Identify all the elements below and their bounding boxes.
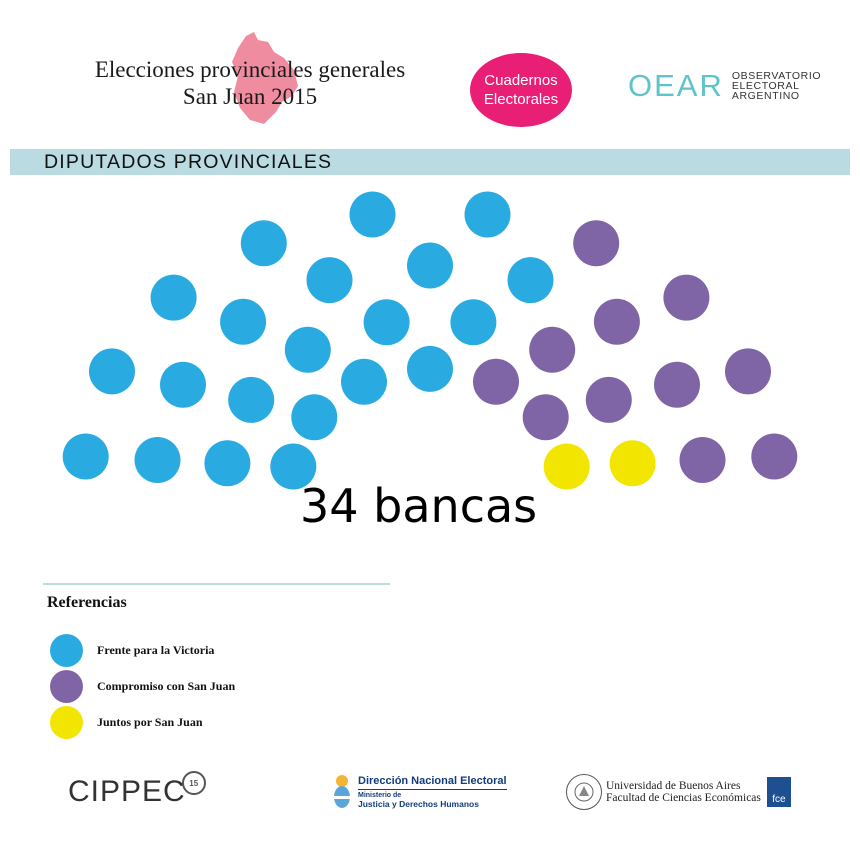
oear-line-2: ELECTORAL: [731, 80, 800, 92]
seat-dot: [610, 440, 656, 486]
seat-dot: [508, 257, 554, 303]
seat-dot: [680, 437, 726, 483]
seat-dot: [586, 377, 632, 423]
fce-logo: fce: [767, 777, 791, 807]
seat-dot: [544, 444, 590, 490]
seat-dot: [135, 437, 181, 483]
legend-swatch: [50, 670, 83, 703]
cippec-anniversary-badge: 15: [182, 771, 206, 795]
section-title: DIPUTADOS PROVINCIALES: [44, 151, 333, 173]
seat-dot: [291, 394, 337, 440]
seat-dot: [594, 299, 640, 345]
seat-dot: [285, 327, 331, 373]
seat-dot: [151, 275, 197, 321]
seat-dot: [220, 299, 266, 345]
legend-item: [50, 670, 235, 703]
oear-line-1: OBSERVATORIO: [731, 70, 822, 82]
seat-dot: [364, 299, 410, 345]
seat-dot: [573, 220, 619, 266]
legend-label: Frente para la Victoria: [97, 643, 215, 657]
badge-line-1: Cuadernos: [484, 72, 558, 89]
oear-mark: OEAR: [628, 68, 724, 103]
dne-text: [358, 775, 507, 809]
legend-swatch: [50, 706, 83, 739]
seat-dot: [523, 394, 569, 440]
uba-seal-icon: [566, 774, 602, 810]
seat-dot: [204, 440, 250, 486]
seat-dot: [350, 192, 396, 238]
legend-label: Juntos por San Juan: [97, 715, 203, 729]
seat-dot: [450, 299, 496, 345]
seat-dot: [228, 377, 274, 423]
seat-dot: [241, 220, 287, 266]
seat-dot: [725, 348, 771, 394]
page-title: [60, 56, 440, 110]
oear-line-3: ARGENTINO: [731, 90, 800, 102]
seat-dot: [407, 243, 453, 289]
dne-title: Dirección Nacional Electoral: [358, 775, 507, 790]
legend-label: Compromiso con San Juan: [97, 679, 236, 693]
seat-dot: [751, 434, 797, 480]
total-seats-label: 34 bancas: [300, 479, 538, 533]
seat-dot: [654, 362, 700, 408]
cippec-logo: [68, 772, 206, 812]
cippec-wordmark: CIPPEC: [68, 775, 186, 808]
title-line-1: Elecciones provinciales generales: [94, 57, 406, 82]
uba-line-2: Facultad de Ciencias Económicas: [606, 792, 761, 804]
oear-subtitle: [732, 71, 821, 101]
seat-dot: [663, 275, 709, 321]
seat-dot: [160, 362, 206, 408]
seat-dot: [407, 346, 453, 392]
references-title: Referencias: [47, 594, 127, 611]
seat-dot: [63, 434, 109, 480]
cuadernos-electorales-badge: [470, 53, 572, 127]
uba-text: [606, 780, 761, 804]
seat-dot: [307, 257, 353, 303]
uba-fce-logo: [566, 772, 791, 812]
legend-item: [50, 706, 203, 739]
badge-line-2: Electorales: [483, 91, 559, 108]
seat-dot: [341, 359, 387, 405]
seat-dot: [473, 359, 519, 405]
seal-figure-icon: [573, 781, 595, 803]
dne-ministry-name: Justicia y Derechos Humanos: [358, 799, 479, 809]
oear-logo: [628, 66, 821, 106]
title-line-2: San Juan 2015: [182, 84, 318, 109]
dne-ministry-label: Ministerio de: [358, 792, 402, 799]
seat-dot: [529, 327, 575, 373]
seat-dot: [89, 348, 135, 394]
argentina-crest-icon: [332, 773, 352, 811]
legend-swatch: [50, 634, 83, 667]
uba-line-1: Universidad de Buenos Aires: [606, 780, 741, 792]
dne-logo: [332, 772, 507, 812]
references-divider: [43, 583, 390, 585]
seat-dot: [465, 192, 511, 238]
legend-item: [50, 634, 214, 667]
